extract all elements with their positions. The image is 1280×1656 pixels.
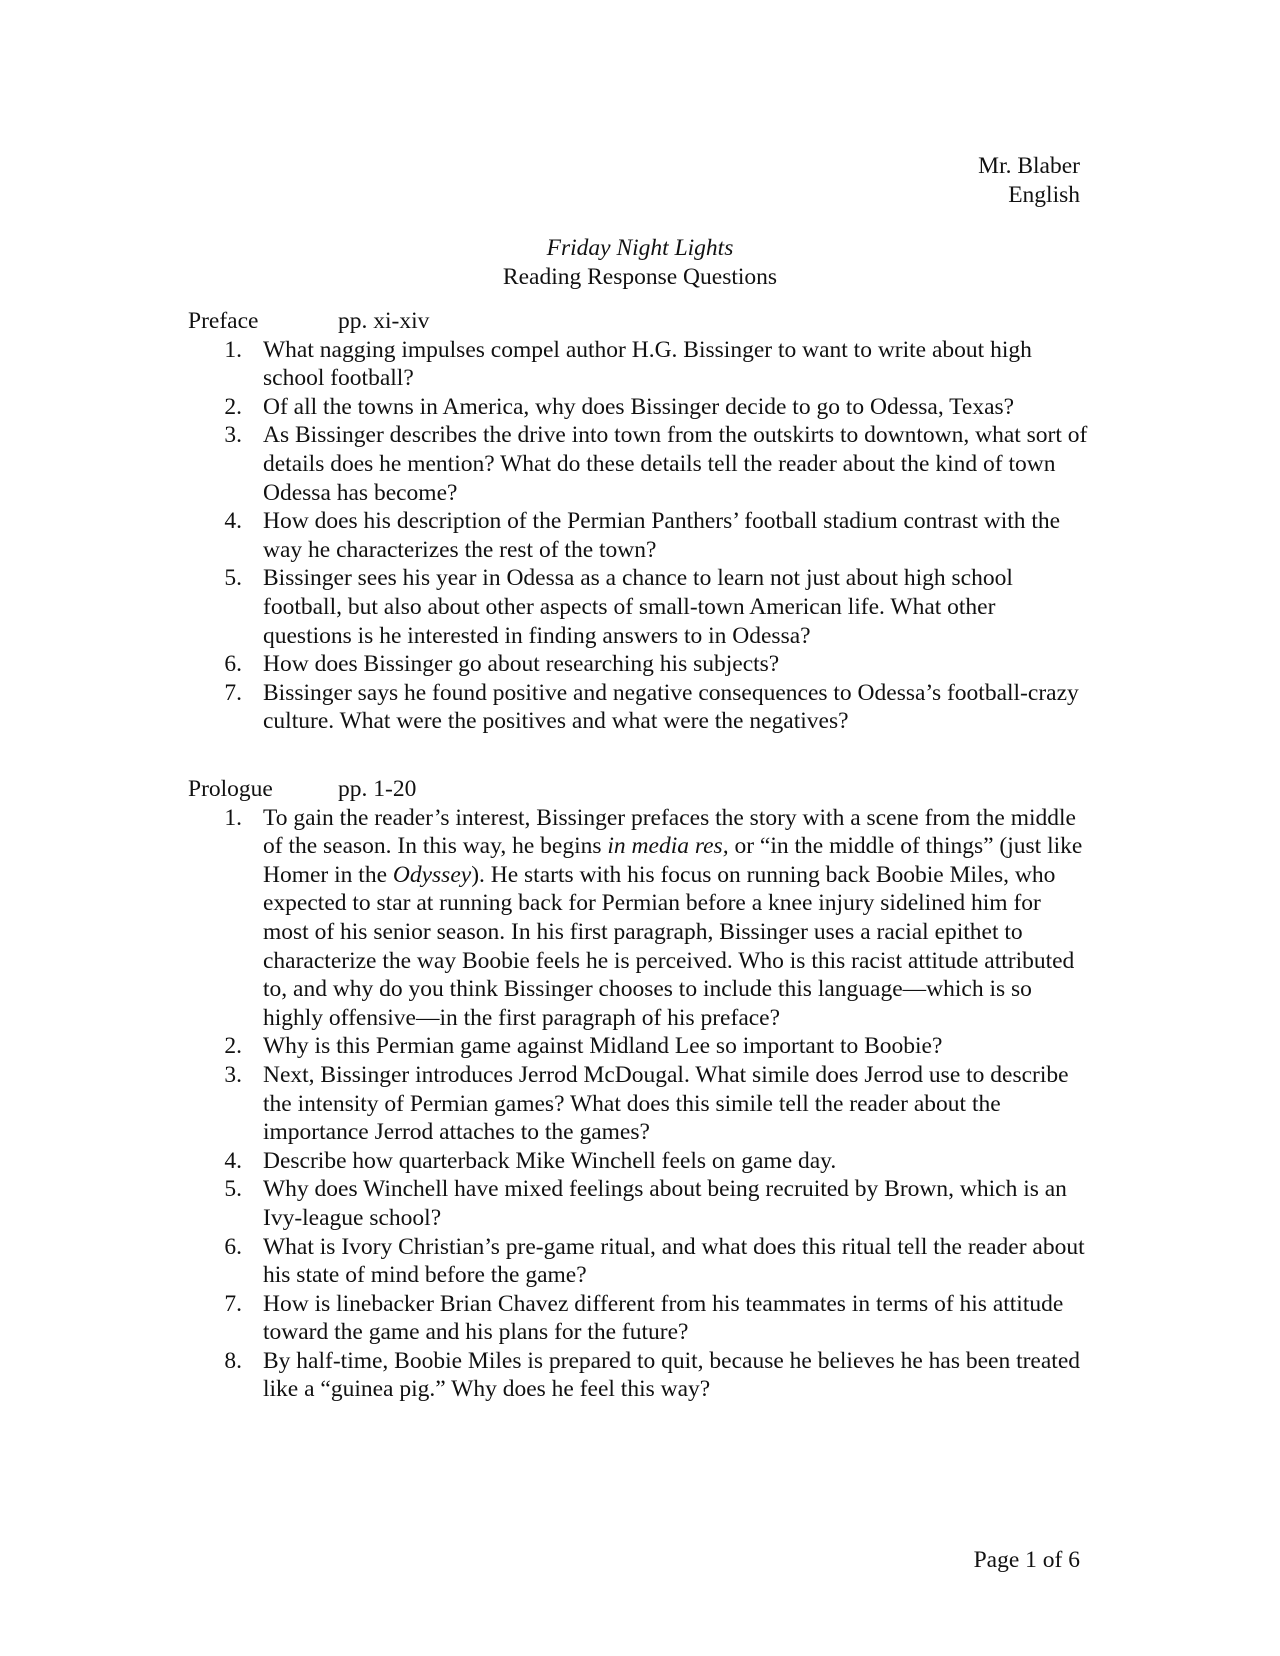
question-item [188,679,1088,736]
question-text: Why is this Permian game against Midland Lee so important to Boobie? [263,1033,943,1060]
question-item [188,804,1088,1033]
question-number: 8. [224,1347,242,1374]
question-text [263,804,1088,1033]
question-text: How is linebacker Brian Chavez different from his teammates in terms of his attitude toward the game and his plans for the future? [263,1290,1064,1346]
italic-title: Odyssey [392,861,472,888]
question-text: What is Ivory Christian’s pre-game ritual, and what does this ritual tell the reader about his state of mind before the game? [263,1233,1085,1289]
question-number: 1. [224,336,242,363]
teacher-name: Mr. Blaber [978,153,1080,179]
question-text: By half-time, Boobie Miles is prepared to quit, because he believes he has been treated like a “guinea pig.” Why does he feel this way? [263,1347,1081,1403]
section-pages: pp. 1-20 [338,776,417,802]
question-text: Describe how quarterback Mike Winchell feels on game day. [263,1147,837,1174]
question-number: 6. [224,1233,242,1260]
question-text-part: or “in the middle of things” (just like Homer in the [263,833,1083,888]
question-number: 3. [224,1061,242,1088]
section-heading [188,307,1088,336]
question-item [188,1147,1088,1176]
question-item [188,507,1088,564]
question-list [188,804,1088,1404]
question-number: 5. [224,565,242,592]
question-number: 6. [224,651,242,678]
question-item [188,336,1088,393]
question-list [188,336,1088,736]
question-item [188,1032,1088,1061]
question-text: Bissinger says he found positive and negative consequences to Odessa’s football-crazy culture. What were the positives and what were the negatives? [263,679,1079,735]
question-item [188,393,1088,422]
question-item [188,1061,1088,1147]
question-number: 7. [224,679,242,706]
question-text: How does Bissinger go about researching his subjects? [263,651,780,678]
section-preface [188,307,1088,736]
header-block [978,152,1080,209]
question-item [188,564,1088,650]
question-text: Bissinger sees his year in Odessa as a chance to learn not just about high school football, but also about other aspects of small-town American life. What other questions is he interested in finding answers to in Odessa? [263,565,1013,649]
section-pages: pp. xi-xiv [338,308,430,334]
question-number: 3. [224,422,242,449]
question-text: Next, Bissinger introduces Jerrod McDougal. What simile does Jerrod use to describe the intensity of Permian games? What does this simile tell the reader about the importance Jerrod attaches to the games? [263,1061,1069,1146]
question-item [188,650,1088,679]
section-name: Prologue [188,776,273,802]
question-number: 2. [224,393,242,420]
question-item [188,1175,1088,1232]
question-item [188,1233,1088,1290]
italic-phrase: in media res, [607,833,729,860]
question-item [188,1290,1088,1347]
page-number: Page 1 of 6 [973,1547,1080,1573]
question-text: Why does Winchell have mixed feelings about being recruited by Brown, which is an Ivy-league school? [263,1176,1067,1231]
question-text: As Bissinger describes the drive into town from the outskirts to downtown, what sort of details does he mention? What do these details tell the reader about the kind of town Odessa has become? [263,422,1088,506]
question-text-part: To gain the reader’s interest, Bissinger prefaces the story with a scene from the middle of the season. In this way, he begins [263,804,1076,860]
question-number: 4. [224,1147,242,1174]
question-item [188,421,1088,507]
document-subtitle: Reading Response Questions [502,263,778,290]
question-number: 2. [224,1033,242,1060]
question-number: 7. [224,1290,242,1317]
question-number: 5. [224,1176,242,1203]
question-text: Of all the towns in America, why does Bissinger decide to go to Odessa, Texas? [263,393,1015,420]
question-text: What nagging impulses compel author H.G. Bissinger to want to write about high school football? [263,336,1032,392]
question-number: 4. [224,508,242,535]
book-title: Friday Night Lights [546,235,734,261]
section-prologue [188,775,1088,1404]
question-item [188,1347,1088,1404]
title-block [0,234,1280,291]
section-name: Preface [188,308,259,334]
question-text-part: ). He starts with his focus on running back Boobie Miles, who expected to star at running back for Permian before a knee injury sidelined him for most of his senior season. In his first paragraph, Bissinger uses a racial epithet to characterize the way Boobie feels he is perceived. Who is this racist attitude attributed to, and why do you think Bissinger chooses to include this language—which is so highly offensive—in the first paragraph of his preface? [263,861,1075,1031]
subject-name: English [1008,181,1080,208]
section-heading [188,775,1088,804]
question-text: How does his description of the Permian Panthers’ football stadium contrast with the way he characterizes the rest of the town? [263,508,1061,563]
question-number: 1. [224,804,242,831]
